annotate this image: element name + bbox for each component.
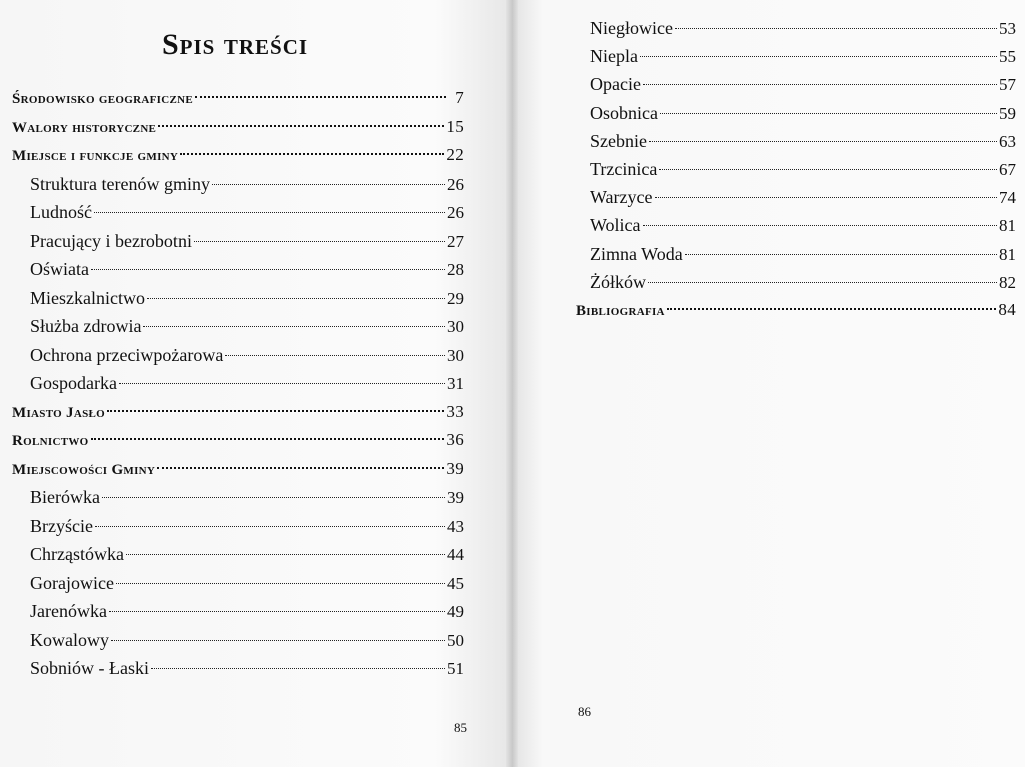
toc-entry [576, 296, 1016, 324]
toc-entry-page: 53 [999, 19, 1016, 38]
toc-entry [590, 99, 1016, 127]
dot-leader [648, 281, 997, 283]
toc-entry [590, 183, 1016, 211]
dot-leader [667, 307, 997, 310]
toc-entry-page: 44 [447, 545, 464, 564]
dot-leader [102, 496, 445, 498]
toc-entry-page: 63 [999, 131, 1016, 151]
toc-entry [590, 127, 1016, 155]
toc-entry-label: Osobnica [590, 102, 658, 123]
toc-entry-label: Niegłowice [590, 18, 673, 38]
book-gutter [506, 0, 518, 767]
toc-entry [12, 113, 464, 141]
toc-entry-label: Jarenówka [30, 601, 107, 621]
toc-entry-label: Żółków [590, 271, 646, 292]
toc-entry-page: 81 [999, 244, 1016, 264]
toc-entry-page: 82 [999, 272, 1016, 292]
toc-entry [30, 626, 464, 654]
dot-leader [147, 297, 445, 299]
toc-entry-page: 45 [447, 573, 464, 593]
toc-entry [30, 654, 464, 682]
toc-entry [12, 398, 464, 426]
toc-entry-label: Rolnictwo [12, 433, 89, 449]
dot-leader [655, 196, 998, 198]
toc-entry-page: 39 [447, 488, 464, 507]
toc-entry [30, 198, 464, 226]
toc-entry [30, 597, 464, 625]
toc-entry-label: Gorajowice [30, 572, 114, 593]
toc-entry [30, 369, 464, 397]
toc-entry [30, 483, 464, 511]
toc-entry-page: 55 [999, 47, 1016, 67]
toc-entry-label: Brzyście [30, 515, 93, 536]
dot-leader [194, 240, 445, 242]
dot-leader [111, 639, 445, 641]
toc-entry-label: Miejscowości Gminy [12, 461, 156, 478]
right-page-number: 86 [578, 704, 591, 719]
toc-entry-label: Opacie [590, 74, 641, 95]
toc-entry-label: Trzcinica [590, 159, 658, 179]
toc-entry-label: Niepla [590, 46, 638, 67]
dot-leader [151, 667, 445, 669]
toc-entry-label: Środowisko geograficzne [12, 91, 193, 107]
toc-entry-label: Miejsce i funkcje gminy [12, 148, 179, 164]
toc-entry-page: 30 [447, 345, 464, 365]
toc-entry-page: 81 [999, 216, 1016, 236]
dot-leader [119, 382, 445, 384]
dot-leader [225, 354, 445, 356]
dot-leader [643, 224, 997, 226]
left-page-number: 85 [454, 720, 467, 735]
dot-leader [91, 268, 445, 270]
dot-leader [195, 95, 446, 98]
toc-entry-label: Ludność [30, 202, 92, 222]
toc-entry-page: 49 [447, 602, 464, 621]
toc-entry-page: 7 [455, 88, 464, 107]
toc-entry [30, 255, 464, 283]
dot-leader [640, 55, 997, 57]
toc-entry [590, 42, 1016, 70]
toc-entry-page: 43 [447, 516, 464, 536]
toc-entry-page: 74 [999, 188, 1016, 208]
toc-entry [590, 268, 1016, 296]
left-page [0, 0, 512, 767]
toc-entry-page: 30 [447, 317, 464, 336]
toc-entry-page: 26 [447, 174, 464, 194]
dot-leader [660, 112, 997, 114]
toc-entry-label: Struktura terenów gminy [30, 173, 210, 194]
toc-entry-page: 51 [447, 659, 464, 678]
toc-entry [30, 569, 464, 597]
toc-entry-label: Bibliografia [576, 303, 665, 319]
toc-entry-page: 39 [446, 458, 464, 478]
toc-entry [590, 211, 1016, 239]
toc-entry-page: 67 [999, 160, 1016, 179]
toc-entry-label: Zimna Woda [590, 243, 683, 264]
toc-entry-page: 33 [446, 401, 464, 421]
toc-entry-page: 84 [998, 300, 1016, 319]
right-page [512, 0, 1025, 767]
toc-entry-label: Sobniów - Łaski [30, 658, 149, 678]
toc-title: Spis treści [161, 28, 309, 61]
dot-leader [94, 211, 445, 213]
toc-entry [12, 455, 464, 483]
toc-entry-label: Gospodarka [30, 373, 117, 393]
toc-entry-page: 27 [447, 231, 464, 251]
toc-entry-label: Bierówka [30, 487, 100, 507]
toc-entry [30, 284, 464, 312]
toc-entry [30, 540, 464, 568]
toc-entry [12, 84, 464, 112]
toc-entry-label: Służba zdrowia [30, 316, 142, 336]
dot-leader [126, 553, 445, 555]
toc-entry-label: Kowalowy [30, 629, 109, 650]
toc-entry-label: Ochrona przeciwpożarowa [30, 344, 224, 365]
toc-entry-label: Walory historyczne [12, 119, 157, 136]
toc-entry-page: 59 [999, 103, 1016, 123]
dot-leader [685, 253, 997, 255]
dot-leader [212, 183, 445, 185]
toc-entry-page: 29 [447, 288, 464, 308]
toc-entry-page: 26 [447, 203, 464, 222]
toc-entry-label: Miasto Jasło [12, 404, 105, 421]
toc-entry-page: 22 [446, 145, 464, 164]
toc-entry [590, 155, 1016, 183]
toc-entry [590, 240, 1016, 268]
dot-leader [109, 610, 445, 612]
toc-entry [30, 227, 464, 255]
toc-entry-page: 15 [446, 116, 464, 136]
toc-entry-label: Szebnie [590, 130, 647, 151]
dot-leader [95, 525, 445, 527]
toc-entry [30, 312, 464, 340]
dot-leader [107, 409, 444, 412]
dot-leader [675, 27, 997, 29]
dot-leader [157, 466, 444, 469]
toc-entry [30, 512, 464, 540]
toc-entry-page: 36 [446, 430, 464, 449]
toc-entry-label: Mieszkalnictwo [30, 287, 145, 308]
toc-entry-page: 50 [447, 630, 464, 650]
toc-entry-label: Warzyce [590, 187, 653, 208]
toc-entry [30, 341, 464, 369]
dot-leader [659, 168, 997, 170]
toc-entry-label: Chrząstówka [30, 544, 124, 564]
toc-entry-page: 57 [999, 75, 1016, 95]
dot-leader [116, 582, 445, 584]
dot-leader [180, 152, 444, 155]
toc-entry [12, 426, 464, 454]
toc-entry-label: Oświata [30, 259, 89, 279]
dot-leader [91, 437, 445, 440]
dot-leader [649, 140, 997, 142]
dot-leader [143, 325, 445, 327]
toc-entry [590, 14, 1016, 42]
dot-leader [643, 83, 997, 85]
toc-entry [12, 141, 464, 169]
toc-entry-page: 31 [447, 374, 464, 393]
toc-entry [30, 170, 464, 198]
toc-entry-page: 28 [447, 260, 464, 279]
toc-entry-label: Wolica [590, 215, 641, 236]
dot-leader [158, 124, 444, 127]
toc-entry [590, 70, 1016, 98]
toc-entry-label: Pracujący i bezrobotni [30, 230, 192, 251]
